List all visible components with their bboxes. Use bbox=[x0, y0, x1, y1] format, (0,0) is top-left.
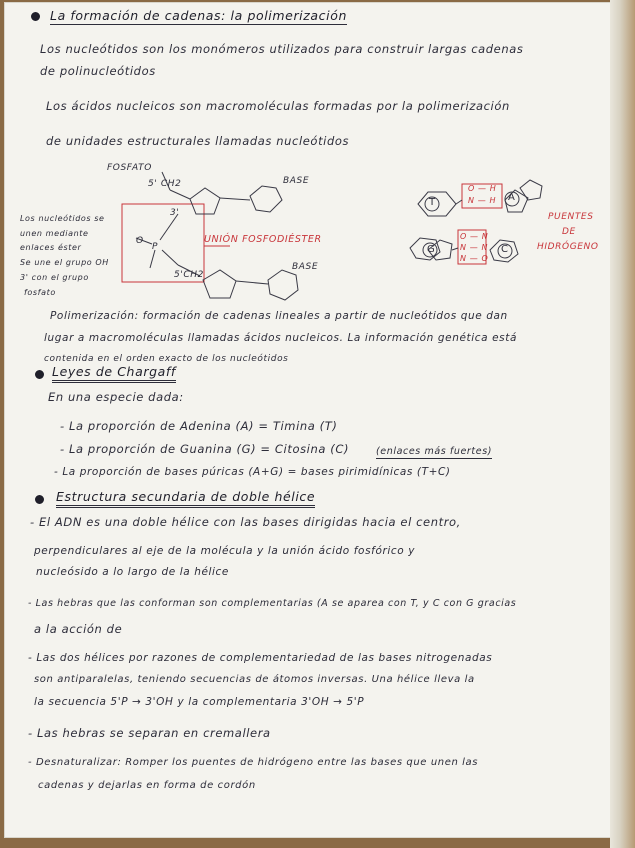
label-base-top: BASE bbox=[283, 176, 310, 186]
paragraph-line: Polimerización: formación de cadenas lineales a partir de nucleótidos que dan bbox=[50, 310, 508, 322]
side-note-line: Los nucleótidos se bbox=[20, 214, 105, 223]
heading-chargaff: Leyes de Chargaff bbox=[52, 364, 176, 383]
label-three-prime: 3' bbox=[170, 208, 180, 218]
pair-label-a: A bbox=[508, 192, 516, 203]
label-fosfato: FOSFATO bbox=[107, 163, 152, 173]
paragraph-line: En una especie dada: bbox=[48, 390, 184, 404]
rule-line: - La proporción de Adenina (A) = Timina (T) bbox=[60, 419, 338, 433]
pair2-bond: N — O bbox=[460, 254, 489, 263]
paragraph-line: - Las hebras se separan en cremallera bbox=[28, 726, 271, 740]
paragraph-line: de polinucleótidos bbox=[40, 64, 156, 78]
paragraph-line: lugar a macromoléculas llamadas ácidos nucleicos. La información genética está bbox=[44, 332, 517, 344]
label-ch2-bottom: 5'CH2 bbox=[174, 270, 204, 280]
paragraph-line: son antiparalelas, teniendo secuencias de átomos inversas. Una hélice lleva la bbox=[34, 674, 475, 685]
pair-label-c: C bbox=[501, 244, 509, 255]
label-hidrogeno: HIDRÓGENO bbox=[537, 242, 599, 252]
paragraph-line: de unidades estructurales llamadas nucleótidos bbox=[46, 134, 350, 148]
paragraph-line: - Las hebras que las conforman son complementarias (A se aparea con T, y C con G gracias bbox=[28, 598, 517, 609]
pair1-bond: N — H bbox=[468, 196, 497, 205]
paragraph-line: - El ADN es una doble hélice con las bases dirigidas hacia el centro, bbox=[30, 515, 461, 529]
paragraph-line: a la acción de bbox=[34, 622, 123, 636]
paragraph-line: cadenas y dejarlas en forma de cordón bbox=[38, 780, 256, 791]
paragraph-line: perpendiculares al eje de la molécula y la unión ácido fosfórico y bbox=[34, 545, 416, 557]
label-puentes: PUENTES bbox=[548, 212, 594, 222]
side-note-line: Se une el grupo OH bbox=[20, 258, 109, 267]
rule-note: (enlaces más fuertes) bbox=[376, 446, 493, 457]
pair-label-g: G bbox=[427, 244, 436, 255]
label-union-fosfodiester: UNIÓN FOSFODIÉSTER bbox=[204, 234, 322, 245]
label-de: DE bbox=[562, 227, 576, 237]
label-ch2-top: 5' CH2 bbox=[148, 179, 182, 189]
rule-line: - La proporción de bases púricas (A+G) = bases pirimidínicas (T+C) bbox=[54, 466, 451, 478]
rule-line: - La proporción de Guanina (G) = Citosina (C) bbox=[60, 442, 350, 456]
side-note-line: 3' con el grupo bbox=[20, 273, 89, 282]
bullet bbox=[35, 370, 44, 379]
heading-polimerizacion: La formación de cadenas: la polimerización bbox=[50, 8, 347, 23]
heading-estructura: Estructura secundaria de doble hélice bbox=[56, 489, 315, 508]
paragraph-line: - Las dos hélices por razones de complementariedad de las bases nitrogenadas bbox=[28, 652, 493, 664]
side-note-line: enlaces éster bbox=[20, 243, 82, 252]
side-note-line: fosfato bbox=[24, 288, 56, 297]
paragraph-line: Los ácidos nucleicos son macromoléculas formadas por la polimerización bbox=[46, 99, 510, 113]
bullet bbox=[35, 495, 44, 504]
paragraph-line: nucleósido a lo largo de la hélice bbox=[36, 566, 229, 578]
paragraph-line: - Desnaturalizar: Romper los puentes de hidrógeno entre las bases que unen las bbox=[28, 757, 479, 768]
side-note-line: unen mediante bbox=[20, 229, 89, 238]
label-o: O bbox=[136, 236, 144, 246]
label-base-bottom: BASE bbox=[292, 262, 319, 272]
paragraph-line: la secuencia 5'P → 3'OH y la complementaria 3'OH → 5'P bbox=[34, 696, 365, 708]
paragraph-line: contenida en el orden exacto de los nucleótidos bbox=[44, 354, 289, 364]
pair1-bond: O — H bbox=[468, 184, 497, 193]
pair2-bond: O — N bbox=[460, 232, 489, 241]
pair-label-t: T bbox=[429, 197, 436, 208]
paragraph-line: Los nucleótidos son los monómeros utilizados para construir largas cadenas bbox=[40, 42, 524, 56]
pair2-bond: N — N bbox=[460, 243, 489, 252]
label-p: P bbox=[152, 242, 159, 252]
